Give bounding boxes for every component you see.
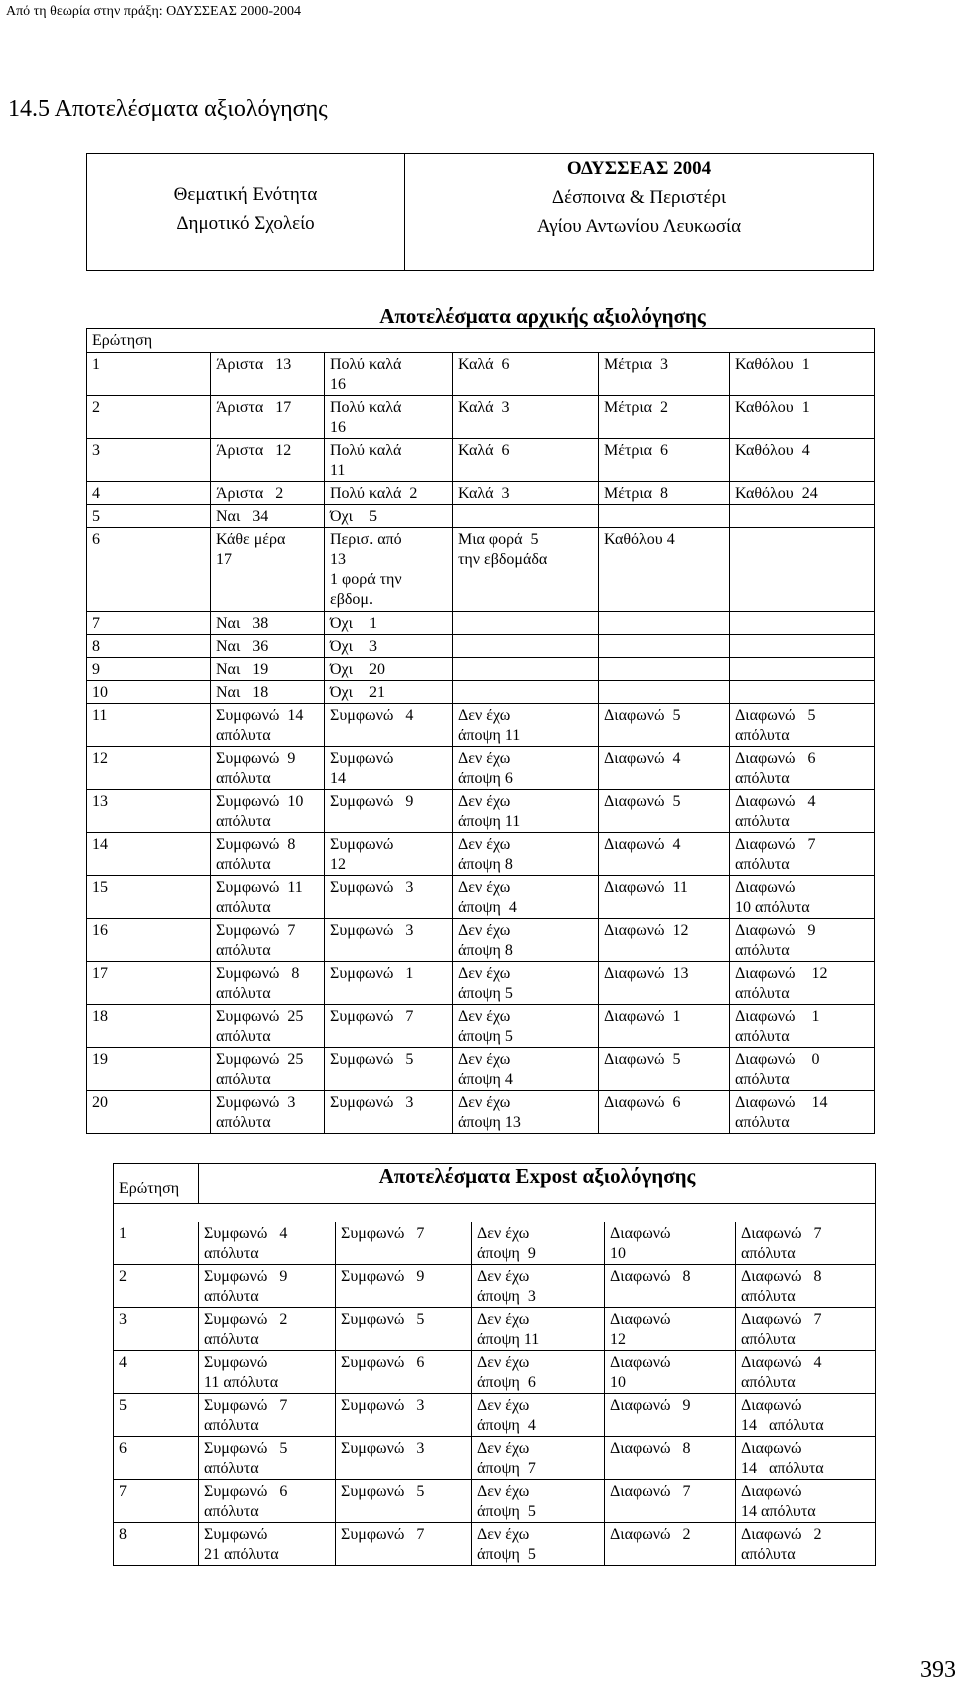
result-cell: Δεν έχω άποψη 11	[453, 790, 599, 833]
result-cell: Καλά 6	[453, 439, 599, 482]
result-cell: Διαφωνώ 12	[605, 1308, 736, 1351]
initial-title: Αποτελέσματα αρχικής αξιολόγησης	[379, 304, 706, 328]
question-number-cell: 2	[87, 396, 211, 439]
result-cell: Συμφωνώ 5	[336, 1308, 472, 1351]
result-cell: Καθόλου 4	[730, 439, 875, 482]
result-cell: Διαφωνώ 5	[599, 704, 730, 747]
result-cell: Δεν έχω άποψη 8	[453, 833, 599, 876]
expost-title: Αποτελέσματα Expost αξιολόγησης	[199, 1164, 876, 1204]
question-number-cell: 14	[87, 833, 211, 876]
result-cell: Ναι 18	[211, 681, 325, 704]
result-cell: Διαφωνώ 8	[605, 1265, 736, 1308]
result-cell	[730, 612, 875, 635]
question-number-cell: 4	[87, 482, 211, 505]
school-value: Αγίου Αντωνίου Λευκωσία	[536, 216, 742, 237]
result-cell: Πολύ καλά 2	[325, 482, 453, 505]
result-cell: Κάθε μέρα 17	[211, 528, 325, 612]
result-cell: Διαφωνώ 5	[599, 1048, 730, 1091]
result-cell: Πολύ καλά 16	[325, 396, 453, 439]
result-cell: Μέτρια 2	[599, 396, 730, 439]
table-row	[87, 747, 875, 790]
result-cell: Διαφωνώ 9	[605, 1394, 736, 1437]
result-cell: Δεν έχω άποψη 5	[472, 1480, 605, 1523]
result-cell: Διαφωνώ 4 απόλυτα	[730, 790, 875, 833]
question-number-cell: 6	[87, 528, 211, 612]
question-number-cell: 6	[114, 1437, 199, 1480]
result-cell: Συμφωνώ 3	[325, 919, 453, 962]
result-cell: Άριστα 2	[211, 482, 325, 505]
table-row	[87, 790, 875, 833]
project-title: ΟΔΥΣΣΕΑΣ 2004	[566, 158, 712, 179]
question-number-cell: 8	[87, 635, 211, 658]
info-box	[86, 153, 874, 271]
result-cell: Συμφωνώ 7 απόλυτα	[199, 1394, 336, 1437]
result-cell: Μέτρια 3	[599, 353, 730, 396]
table-row	[87, 635, 875, 658]
result-cell: Συμφωνώ 14	[325, 747, 453, 790]
result-cell: Διαφωνώ 14 απόλυτα	[736, 1437, 876, 1480]
result-cell: Διαφωνώ 2 απόλυτα	[736, 1523, 876, 1566]
result-cell: Όχι 3	[325, 635, 453, 658]
question-number-cell: 13	[87, 790, 211, 833]
result-cell	[730, 528, 875, 612]
question-number-cell: 12	[87, 747, 211, 790]
result-cell	[453, 681, 599, 704]
table-row	[87, 353, 875, 396]
result-cell	[599, 505, 730, 528]
result-cell: Συμφωνώ 3	[336, 1437, 472, 1480]
question-number-cell: 19	[87, 1048, 211, 1091]
result-cell: Διαφωνώ 5 απόλυτα	[730, 704, 875, 747]
result-cell: Συμφωνώ 25 απόλυτα	[211, 1005, 325, 1048]
question-number-cell: 17	[87, 962, 211, 1005]
result-cell: Συμφωνώ 21 απόλυτα	[199, 1523, 336, 1566]
question-number-cell: 8	[114, 1523, 199, 1566]
result-cell: Περισ. από 13 1 φορά την εβδομ.	[325, 528, 453, 612]
table-row	[87, 962, 875, 1005]
result-cell: Συμφωνώ 3	[325, 1091, 453, 1134]
result-cell: Δεν έχω άποψη 11	[472, 1308, 605, 1351]
initial-results-table	[86, 304, 875, 1134]
question-number-cell: 3	[87, 439, 211, 482]
result-cell: Δεν έχω άποψη 9	[472, 1222, 605, 1265]
result-cell: Συμφωνώ 8 απόλυτα	[211, 962, 325, 1005]
result-cell: Διαφωνώ 7	[605, 1480, 736, 1523]
table-row	[87, 505, 875, 528]
result-cell: Καθόλου 1	[730, 353, 875, 396]
result-cell: Διαφωνώ 12	[599, 919, 730, 962]
table-row	[87, 482, 875, 505]
table-row	[114, 1394, 876, 1437]
result-cell	[599, 658, 730, 681]
result-cell: Όχι 21	[325, 681, 453, 704]
result-cell: Διαφωνώ 7 απόλυτα	[730, 833, 875, 876]
result-cell: Διαφωνώ 6 απόλυτα	[730, 747, 875, 790]
result-cell: Καλά 3	[453, 396, 599, 439]
result-cell: Καθόλου 24	[730, 482, 875, 505]
result-cell	[599, 681, 730, 704]
info-labels	[87, 154, 405, 271]
result-cell: Δεν έχω άποψη 13	[453, 1091, 599, 1134]
result-cell: Μέτρια 6	[599, 439, 730, 482]
table-row	[87, 704, 875, 747]
question-number-cell: 5	[114, 1394, 199, 1437]
result-cell: Δεν έχω άποψη 5	[472, 1523, 605, 1566]
question-number-cell: 4	[114, 1351, 199, 1394]
result-cell	[453, 505, 599, 528]
result-cell: Ναι 38	[211, 612, 325, 635]
result-cell: Συμφωνώ 12	[325, 833, 453, 876]
result-cell	[730, 505, 875, 528]
result-cell: Διαφωνώ 4	[599, 747, 730, 790]
result-cell: Δεν έχω άποψη 8	[453, 919, 599, 962]
result-cell: Συμφωνώ 11 απόλυτα	[211, 876, 325, 919]
result-cell: Διαφωνώ 4	[599, 833, 730, 876]
table-row	[87, 439, 875, 482]
result-cell: Πολύ καλά 16	[325, 353, 453, 396]
table-row	[87, 681, 875, 704]
expost-question-label: Ερώτηση	[114, 1164, 199, 1204]
question-number-cell: 9	[87, 658, 211, 681]
result-cell: Διαφωνώ 14 απόλυτα	[730, 1091, 875, 1134]
result-cell: Μια φορά 5 την εβδομάδα	[453, 528, 599, 612]
result-cell	[599, 612, 730, 635]
result-cell: Διαφωνώ 10 απόλυτα	[730, 876, 875, 919]
question-number-cell: 15	[87, 876, 211, 919]
result-cell: Δεν έχω άποψη 3	[472, 1265, 605, 1308]
result-cell: Συμφωνώ 9 απόλυτα	[211, 747, 325, 790]
result-cell: Καθόλου 1	[730, 396, 875, 439]
result-cell: Συμφωνώ 7	[336, 1523, 472, 1566]
unit-value: Δέσποινα & Περιστέρι	[551, 187, 727, 208]
result-cell: Διαφωνώ 13	[599, 962, 730, 1005]
result-cell: Διαφωνώ 7 απόλυτα	[736, 1308, 876, 1351]
result-cell	[453, 635, 599, 658]
result-cell: Καλά 6	[453, 353, 599, 396]
result-cell: Συμφωνώ 4	[325, 704, 453, 747]
result-cell: Δεν έχω άποψη 5	[453, 962, 599, 1005]
result-cell: Διαφωνώ 11	[599, 876, 730, 919]
result-cell: Συμφωνώ 5	[336, 1480, 472, 1523]
running-header: Από τη θεωρία στην πράξη: ΟΔΥΣΣΕΑΣ 2000-2004	[6, 4, 302, 19]
result-cell: Δεν έχω άποψη 7	[472, 1437, 605, 1480]
result-cell: Συμφωνώ 4 απόλυτα	[199, 1222, 336, 1265]
result-cell: Συμφωνώ 3 απόλυτα	[211, 1091, 325, 1134]
table-row	[114, 1480, 876, 1523]
result-cell: Δεν έχω άποψη 5	[453, 1005, 599, 1048]
result-cell: Συμφωνώ 9	[325, 790, 453, 833]
result-cell: Μέτρια 8	[599, 482, 730, 505]
table-row	[114, 1351, 876, 1394]
result-cell: Καθόλου 4	[599, 528, 730, 612]
question-number-cell: 2	[114, 1265, 199, 1308]
result-cell: Συμφωνώ 5	[325, 1048, 453, 1091]
result-cell: Ναι 36	[211, 635, 325, 658]
question-number-cell: 20	[87, 1091, 211, 1134]
table-row	[114, 1308, 876, 1351]
result-cell: Όχι 1	[325, 612, 453, 635]
result-cell: Διαφωνώ 8 απόλυτα	[736, 1265, 876, 1308]
result-cell: Διαφωνώ 6	[599, 1091, 730, 1134]
result-cell: Διαφωνώ 9 απόλυτα	[730, 919, 875, 962]
result-cell: Διαφωνώ 5	[599, 790, 730, 833]
result-cell: Συμφωνώ 14 απόλυτα	[211, 704, 325, 747]
result-cell: Συμφωνώ 25 απόλυτα	[211, 1048, 325, 1091]
result-cell: Συμφωνώ 9	[336, 1265, 472, 1308]
table-row	[87, 612, 875, 635]
result-cell: Διαφωνώ 4 απόλυτα	[736, 1351, 876, 1394]
result-cell	[453, 612, 599, 635]
school-label: Δημοτικό Σχολείο	[176, 213, 315, 234]
result-cell: Ναι 34	[211, 505, 325, 528]
table-row	[87, 833, 875, 876]
result-cell: Δεν έχω άποψη 4	[453, 1048, 599, 1091]
table-row	[87, 528, 875, 612]
result-cell: Διαφωνώ 10	[605, 1351, 736, 1394]
page-number: 393	[920, 1657, 956, 1683]
result-cell: Διαφωνώ 14 απόλυτα	[736, 1394, 876, 1437]
question-number-cell: 11	[87, 704, 211, 747]
result-cell: Διαφωνώ 14 απόλυτα	[736, 1480, 876, 1523]
result-cell: Συμφωνώ 11 απόλυτα	[199, 1351, 336, 1394]
result-cell: Δεν έχω άποψη 4	[453, 876, 599, 919]
table-row	[87, 1005, 875, 1048]
result-cell: Πολύ καλά 11	[325, 439, 453, 482]
result-cell: Συμφωνώ 1	[325, 962, 453, 1005]
question-number-cell: 1	[114, 1222, 199, 1265]
result-cell: Συμφωνώ 6 απόλυτα	[199, 1480, 336, 1523]
result-cell	[730, 635, 875, 658]
result-cell: Δεν έχω άποψη 6	[472, 1351, 605, 1394]
result-cell: Ναι 19	[211, 658, 325, 681]
result-cell	[730, 658, 875, 681]
table-row	[87, 876, 875, 919]
table-row	[114, 1222, 876, 1265]
result-cell: Δεν έχω άποψη 6	[453, 747, 599, 790]
result-cell: Άριστα 13	[211, 353, 325, 396]
question-number-cell: 3	[114, 1308, 199, 1351]
question-number-cell: 18	[87, 1005, 211, 1048]
result-cell: Διαφωνώ 0 απόλυτα	[730, 1048, 875, 1091]
result-cell: Διαφωνώ 1 απόλυτα	[730, 1005, 875, 1048]
result-cell: Άριστα 12	[211, 439, 325, 482]
result-cell: Άριστα 17	[211, 396, 325, 439]
table-row	[114, 1523, 876, 1566]
question-number-cell: 16	[87, 919, 211, 962]
question-number-cell: 10	[87, 681, 211, 704]
result-cell: Συμφωνώ 8 απόλυτα	[211, 833, 325, 876]
result-cell: Δεν έχω άποψη 11	[453, 704, 599, 747]
result-cell: Συμφωνώ 10 απόλυτα	[211, 790, 325, 833]
table-row	[87, 396, 875, 439]
result-cell: Συμφωνώ 7 απόλυτα	[211, 919, 325, 962]
section-title: 14.5 Αποτελέσματα αξιολόγησης	[8, 96, 328, 122]
result-cell: Διαφωνώ 1	[599, 1005, 730, 1048]
table-row	[87, 658, 875, 681]
table-row	[87, 1048, 875, 1091]
result-cell: Διαφωνώ 10	[605, 1222, 736, 1265]
result-cell: Διαφωνώ 12 απόλυτα	[730, 962, 875, 1005]
table-row	[114, 1265, 876, 1308]
question-number-cell: 7	[114, 1480, 199, 1523]
result-cell: Συμφωνώ 6	[336, 1351, 472, 1394]
question-number-cell: 1	[87, 353, 211, 396]
result-cell	[453, 658, 599, 681]
result-cell: Δεν έχω άποψη 4	[472, 1394, 605, 1437]
question-number-cell: 5	[87, 505, 211, 528]
result-cell: Όχι 20	[325, 658, 453, 681]
result-cell: Συμφωνώ 7	[325, 1005, 453, 1048]
table-row	[114, 1437, 876, 1480]
info-values	[405, 154, 874, 271]
result-cell: Όχι 5	[325, 505, 453, 528]
table-row	[87, 919, 875, 962]
result-cell	[599, 635, 730, 658]
table-row	[87, 1091, 875, 1134]
initial-question-label: Ερώτηση	[87, 329, 875, 353]
result-cell	[730, 681, 875, 704]
result-cell: Καλά 3	[453, 482, 599, 505]
result-cell: Συμφωνώ 9 απόλυτα	[199, 1265, 336, 1308]
result-cell: Διαφωνώ 7 απόλυτα	[736, 1222, 876, 1265]
result-cell: Διαφωνώ 8	[605, 1437, 736, 1480]
expost-results-table	[113, 1163, 876, 1566]
result-cell: Συμφωνώ 7	[336, 1222, 472, 1265]
result-cell: Διαφωνώ 2	[605, 1523, 736, 1566]
question-number-cell: 7	[87, 612, 211, 635]
unit-label: Θεματική Ενότητα	[173, 184, 318, 205]
result-cell: Συμφωνώ 5 απόλυτα	[199, 1437, 336, 1480]
result-cell: Συμφωνώ 3	[325, 876, 453, 919]
result-cell: Συμφωνώ 3	[336, 1394, 472, 1437]
result-cell: Συμφωνώ 2 απόλυτα	[199, 1308, 336, 1351]
